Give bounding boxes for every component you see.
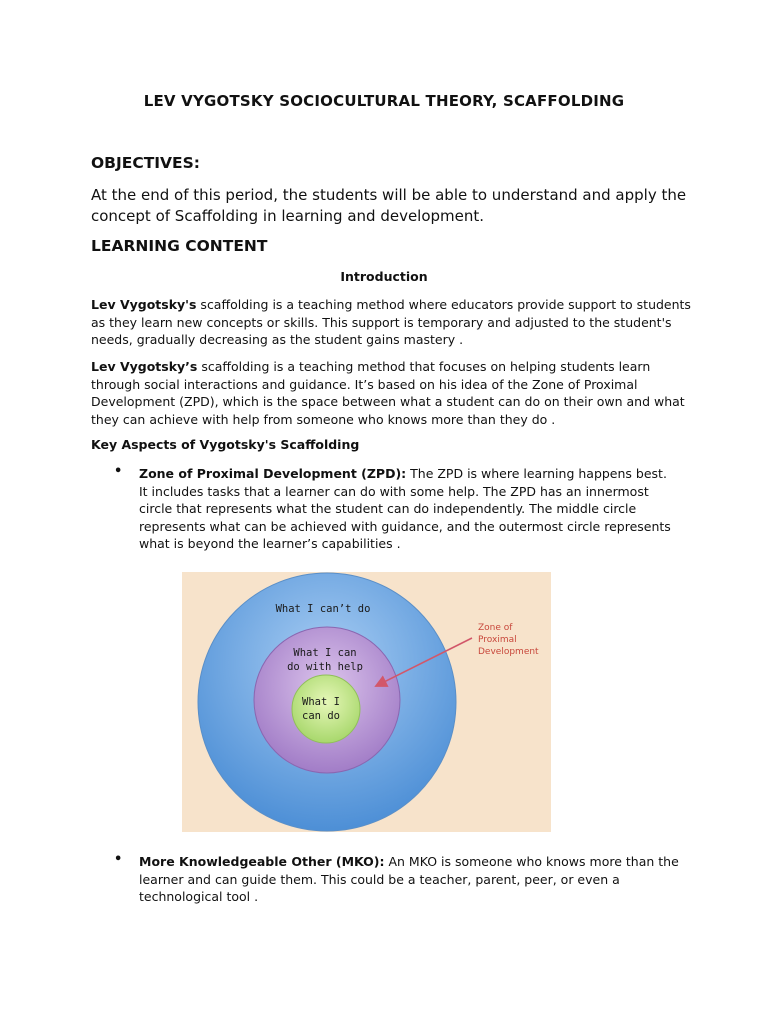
learning-content-heading: LEARNING CONTENT	[91, 237, 268, 255]
introduction-heading: Introduction	[340, 269, 428, 284]
objectives-heading: OBJECTIVES:	[91, 154, 201, 172]
zone-label-line3: Development	[478, 647, 539, 657]
paragraph-2-bold-lead: Lev Vygotsky’s	[91, 359, 198, 374]
middle-circle-label-line2: do with help	[287, 661, 363, 673]
bullet-1-bold-lead: Zone of Proximal Development (ZPD):	[139, 466, 407, 481]
bullet-mko	[139, 853, 679, 906]
middle-circle-label-line1: What I can	[293, 647, 357, 659]
key-aspects-heading: Key Aspects of Vygotsky's Scaffolding	[91, 437, 360, 452]
zone-label-line2: Proximal	[478, 635, 517, 645]
bullet-2-bold-lead: More Knowledgeable Other (MKO):	[139, 854, 385, 869]
objectives-text: At the end of this period, the students will be able to understand and apply the concept of Scaffolding in learning and development.	[91, 186, 687, 225]
bullet-zpd	[139, 465, 679, 553]
intro-paragraph-2	[91, 358, 691, 428]
inner-circle-label-line1: What I	[302, 696, 340, 708]
intro-paragraph-1	[91, 296, 691, 349]
document-title: LEV VYGOTSKY SOCIOCULTURAL THEORY, SCAFFOLDING	[143, 92, 625, 110]
zpd-diagram	[182, 572, 551, 832]
bullet-2-dot: •	[114, 852, 123, 867]
paragraph-2-text: scaffolding is a teaching method that focuses on helping students learn through social interactions and guidance. It’s based on his idea of the Zone of Proximal Development (ZPD), which is the space between what a student can do on their own and what they can achieve with help from someone who knows more than they do .	[91, 359, 685, 427]
bullet-2-text: An MKO is someone who knows more than the learner and can guide them. This could be a teacher, parent, peer, or even a technological tool .	[139, 854, 679, 904]
paragraph-1-bold-lead: Lev Vygotsky's	[91, 297, 197, 312]
inner-circle-label-line2: can do	[302, 710, 340, 722]
paragraph-1-text: scaffolding is a teaching method where educators provide support to students as they learn new concepts or skills. This support is temporary and adjusted to the student's needs, gradually decreasing as the student gains mastery .	[91, 297, 691, 347]
inner-circle	[292, 675, 360, 743]
outer-circle-label: What I can’t do	[275, 603, 371, 615]
zone-label-line1: Zone of	[478, 623, 513, 633]
bullet-1-dot: •	[114, 464, 123, 479]
zpd-diagram-svg	[182, 572, 551, 832]
bullet-1-text: The ZPD is where learning happens best. It includes tasks that a learner can do with some help. The ZPD has an innermost circle that represents what the student can do independently. The middle circle represents what can be achieved with guidance, and the outermost circle represents what is beyond the learner’s capabilities .	[139, 466, 671, 551]
